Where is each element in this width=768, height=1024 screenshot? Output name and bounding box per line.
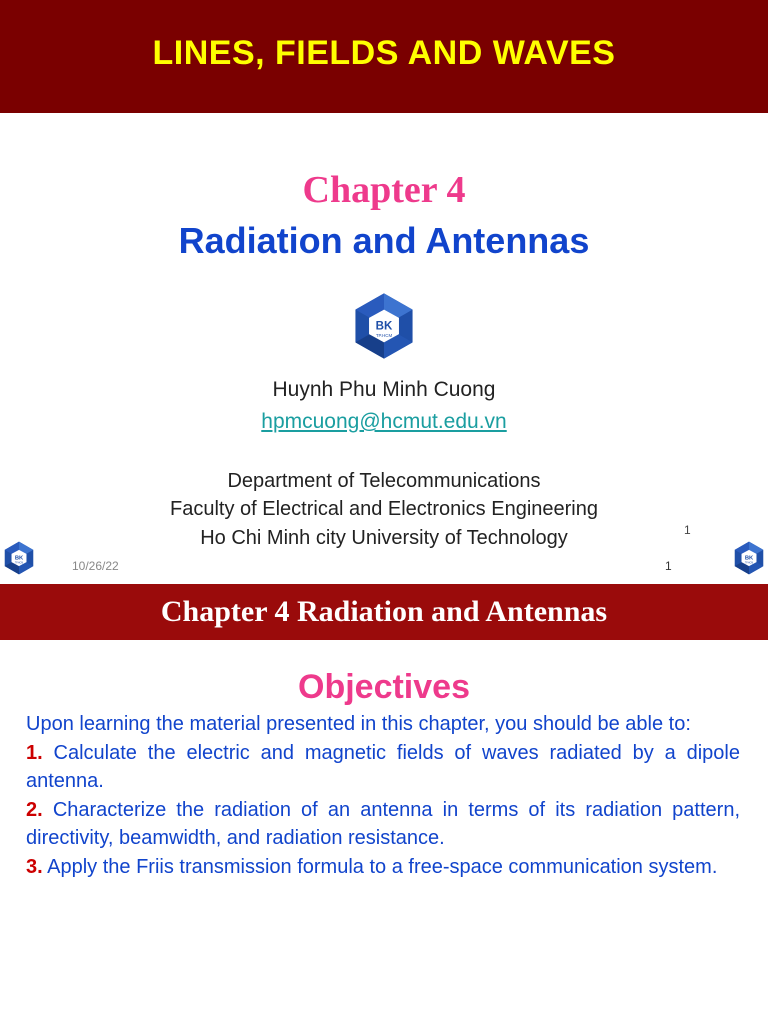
chapter-number: Chapter 4 — [302, 169, 466, 211]
course-title: LINES, FIELDS AND WAVES — [152, 34, 616, 72]
affiliation-university: Ho Chi Minh city University of Technology — [200, 527, 568, 549]
objectives-heading: Objectives — [298, 668, 470, 706]
objective-text: Characterize the radiation of an antenna in terms of its radiation pattern, directivity, beamwidth, and radiation resistance. — [26, 798, 741, 849]
author-name: Huynh Phu Minh Cuong — [272, 378, 496, 401]
chapter-title: Radiation and Antennas — [178, 220, 590, 261]
slide-number-top: 1 — [684, 523, 691, 537]
course-title-banner — [0, 0, 768, 113]
affiliation-faculty: Faculty of Electrical and Electronics Engineering — [170, 498, 598, 520]
author-email-link[interactable]: hpmcuong@hcmut.edu.vn — [261, 410, 507, 433]
objective-number: 3. — [26, 855, 43, 878]
affiliation-department: Department of Telecommunications — [227, 470, 541, 492]
objectives-body — [26, 710, 740, 881]
objective-text: Apply the Friis transmission formula to a free-space communication system. — [47, 855, 718, 878]
university-logo-icon — [350, 292, 418, 360]
objective-item — [26, 739, 740, 796]
objective-number: 1. — [26, 741, 43, 764]
objectives-intro: Upon learning the material presented in this chapter, you should be able to: — [26, 713, 691, 735]
objective-number: 2. — [26, 798, 43, 821]
objectives-slide — [0, 578, 768, 1024]
footer-page-number: 1 — [665, 559, 672, 573]
objective-item — [26, 796, 740, 853]
footer-logo-right-icon — [732, 541, 766, 575]
objective-item — [26, 853, 740, 882]
footer-logo-left-icon — [2, 541, 36, 575]
chapter-banner-title: Chapter 4 Radiation and Antennas — [160, 595, 608, 628]
chapter-banner — [0, 584, 768, 640]
footer-date: 10/26/22 — [72, 559, 119, 573]
objective-text: Calculate the electric and magnetic fields of waves radiated by a dipole antenna. — [26, 741, 740, 792]
